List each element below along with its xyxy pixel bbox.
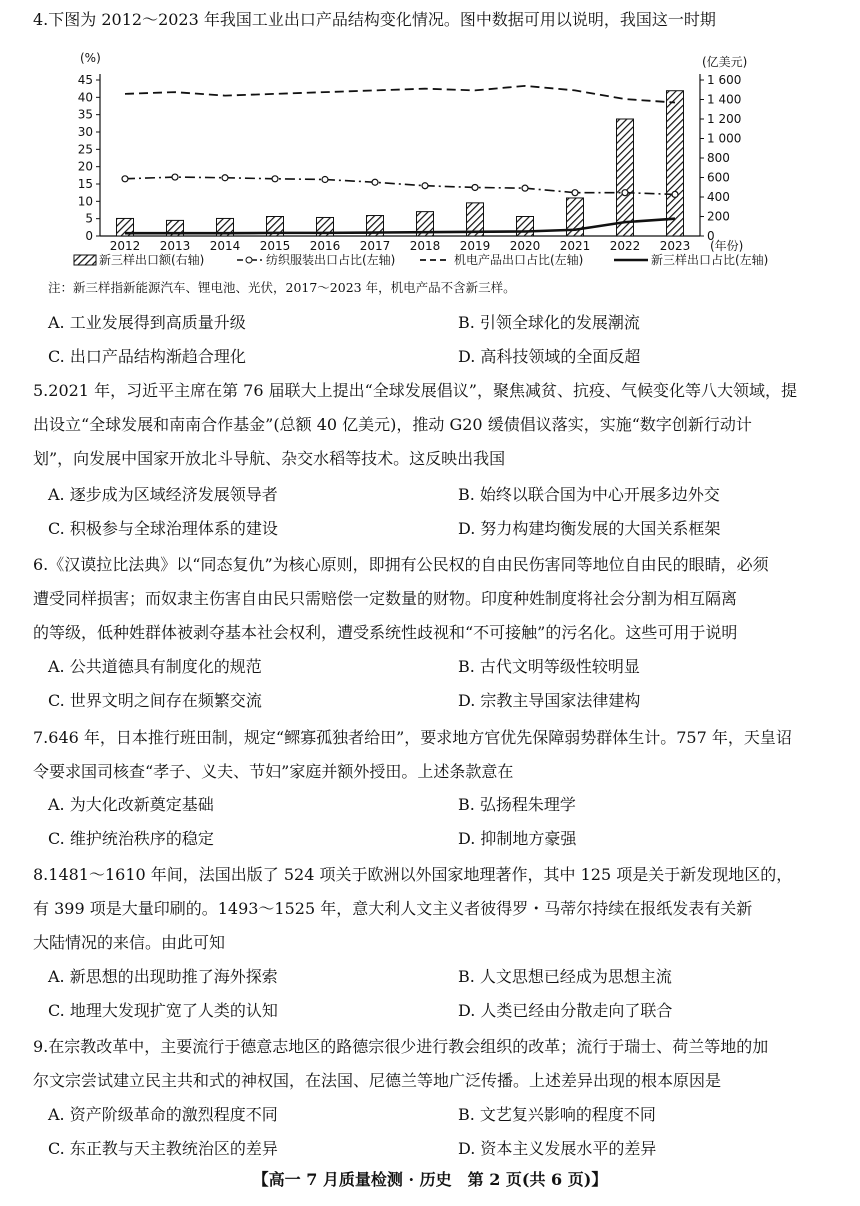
left-tick-label: 40	[77, 90, 93, 105]
point-textile-share	[122, 176, 128, 182]
left-tick-label: 0	[85, 229, 93, 243]
x-tick-label: 2012	[109, 239, 141, 253]
question-6-line-1: 6.《汉谟拉比法典》以“同态复仇”为核心原则，即拥有公民权的自由民伤害同等地位自由民的眼睛，必须	[33, 555, 769, 574]
question-7-line-1: 7.646 年，日本推行班田制，规定“鳏寡孤独者给田”，要求地方官优先保障弱势群体生计。757 年，天皇诏	[33, 728, 792, 747]
point-textile-share	[272, 176, 278, 182]
q7-option-a[interactable]: A. 为大化改新奠定基础	[48, 795, 214, 814]
question-9-line-2: 尔文宗尝试建立民主共和式的神权国，在法国、尼德兰等地广泛传播。上述差异出现的根本原因是	[33, 1071, 722, 1090]
q6-option-d[interactable]: D. 宗教主导国家法律建构	[458, 691, 641, 710]
x-tick-label: 2023	[659, 239, 691, 253]
x-tick-label: 2019	[459, 239, 491, 253]
q8-option-d[interactable]: D. 人类已经由分散走向了联合	[458, 1001, 673, 1020]
question-6-line-3: 的等级，低种姓群体被剥夺基本社会权利，遭受系统性歧视和“不可接触”的污名化。这些可用于说明	[33, 623, 738, 642]
q9-option-c[interactable]: C. 东正教与天主教统治区的差异	[48, 1139, 278, 1158]
x-tick-label: 2021	[559, 239, 591, 253]
question-4-stem: 4.下图为 2012～2023 年我国工业出口产品结构变化情况。图中数据可用以说明，我国这一时期	[33, 10, 716, 29]
legend-bar: 新三样出口额(右轴)	[99, 253, 205, 267]
x-axis-label: (年份)	[710, 239, 744, 253]
point-textile-share	[672, 191, 678, 197]
legend-swatch-textile-dot	[246, 257, 252, 263]
export-structure-chart	[0, 38, 860, 278]
q8-option-c[interactable]: C. 地理大发现扩宽了人类的认知	[48, 1001, 278, 1020]
q6-option-b[interactable]: B. 古代文明等级性较明显	[458, 657, 640, 676]
right-tick-label: 1 000	[707, 131, 742, 146]
question-5-line-1: 5.2021 年，习近平主席在第 76 届联大上提出“全球发展倡议”，聚焦减贫、抗疫、气候变化等八大领域，提	[33, 381, 797, 400]
point-textile-share	[622, 190, 628, 196]
q6-option-a[interactable]: A. 公共道德具有制度化的规范	[48, 657, 262, 676]
point-textile-share	[372, 179, 378, 185]
q9-option-b[interactable]: B. 文艺复兴影响的程度不同	[458, 1105, 656, 1124]
left-tick-label: 20	[77, 159, 93, 174]
question-6-line-2: 遭受同样损害；而奴隶主伤害自由民只需赔偿一定数量的财物。印度种姓制度将社会分割为相互隔离	[33, 589, 738, 608]
q4-option-c[interactable]: C. 出口产品结构渐趋合理化	[48, 347, 246, 366]
question-8-line-2: 有 399 项是大量印刷的。1493～1525 年，意大利人文主义者彼得罗・马蒂尔持续在报纸发表有关新	[33, 899, 753, 918]
page-footer: 【高一 7 月质量检测 · 历史 第 2 页(共 6 页)】	[252, 1170, 608, 1189]
left-tick-label: 25	[77, 142, 93, 157]
point-textile-share	[572, 190, 578, 196]
point-textile-share	[422, 183, 428, 189]
q6-option-c[interactable]: C. 世界文明之间存在频繁交流	[48, 691, 262, 710]
point-textile-share	[222, 175, 228, 181]
q7-option-b[interactable]: B. 弘扬程朱理学	[458, 795, 576, 814]
q8-option-b[interactable]: B. 人文思想已经成为思想主流	[458, 967, 672, 986]
x-tick-label: 2013	[159, 239, 191, 253]
q5-option-d[interactable]: D. 努力构建均衡发展的大国关系框架	[458, 519, 721, 538]
right-tick-label: 200	[707, 209, 730, 224]
left-tick-label: 5	[85, 211, 93, 226]
q4-option-a[interactable]: A. 工业发展得到高质量升级	[48, 313, 246, 332]
legend-mechanical: 机电产品出口占比(左轴)	[454, 253, 584, 267]
right-tick-label: 600	[707, 170, 730, 185]
q7-option-c[interactable]: C. 维护统治秩序的稳定	[48, 829, 214, 848]
left-tick-label: 15	[77, 177, 93, 191]
left-tick-label: 10	[77, 194, 93, 209]
right-tick-label: 1 600	[707, 73, 742, 87]
line-mechanical-share	[125, 86, 675, 103]
right-axis-unit: (亿美元)	[702, 55, 748, 69]
question-5-line-3: 划”，向发展中国家开放北斗导航、杂交水稻等技术。这反映出我国	[33, 449, 506, 468]
left-tick-label: 45	[77, 73, 93, 87]
q9-option-d[interactable]: D. 资本主义发展水平的差异	[458, 1139, 657, 1158]
point-textile-share	[522, 185, 528, 191]
point-textile-share	[172, 174, 178, 180]
x-tick-label: 2015	[259, 239, 291, 253]
q5-option-b[interactable]: B. 始终以联合国为中心开展多边外交	[458, 485, 720, 504]
legend-textile: 纺织服装出口占比(左轴)	[266, 253, 396, 267]
point-textile-share	[472, 184, 478, 190]
question-7-line-2: 令要求国司核查“孝子、义夫、节妇”家庭并额外授田。上述条款意在	[33, 762, 514, 781]
bar-new-three-export	[517, 217, 534, 237]
q9-option-a[interactable]: A. 资产阶级革命的激烈程度不同	[48, 1105, 278, 1124]
q8-option-a[interactable]: A. 新思想的出现助推了海外探索	[48, 967, 278, 986]
x-tick-label: 2014	[209, 239, 241, 253]
point-textile-share	[322, 176, 328, 182]
right-tick-label: 1 200	[707, 112, 742, 126]
x-tick-label: 2016	[309, 239, 341, 253]
q5-option-a[interactable]: A. 逐步成为区域经济发展领导者	[48, 485, 278, 504]
right-tick-label: 0	[707, 229, 715, 243]
q4-option-b[interactable]: B. 引领全球化的发展潮流	[458, 313, 640, 332]
question-9-line-1: 9.在宗教改革中，主要流行于德意志地区的路德宗很少进行教会组织的改革；流行于瑞士、荷兰等地的加	[33, 1037, 769, 1056]
question-8-line-1: 8.1481～1610 年间，法国出版了 524 项关于欧洲以外国家地理著作，其中 125 项是关于新发现地区的，	[33, 865, 793, 884]
bar-new-three-export	[667, 91, 684, 236]
line-new-three-share	[125, 219, 675, 234]
legend-swatch-bar	[74, 255, 96, 265]
question-5-line-2: 出设立“全球发展和南南合作基金”(总额 40 亿美元)，推动 G20 缓债倡议落实，实施“数字创新行动计	[33, 415, 752, 434]
line-textile-share	[125, 177, 675, 194]
x-tick-label: 2017	[359, 239, 391, 253]
question-8-line-3: 大陆情况的来信。由此可知	[33, 933, 226, 952]
q4-option-d[interactable]: D. 高科技领域的全面反超	[458, 347, 641, 366]
chart-note: 注：新三样指新能源汽车、锂电池、光伏，2017～2023 年，机电产品不含新三样。	[48, 280, 516, 295]
right-tick-label: 800	[707, 151, 730, 165]
left-axis-unit: (%)	[80, 51, 101, 65]
left-tick-label: 30	[77, 125, 93, 139]
legend-new-three-share: 新三样出口占比(左轴)	[651, 253, 769, 267]
right-tick-label: 1 400	[707, 92, 742, 107]
x-tick-label: 2022	[609, 239, 641, 253]
left-tick-label: 35	[77, 107, 93, 122]
q5-option-c[interactable]: C. 积极参与全球治理体系的建设	[48, 519, 278, 538]
q7-option-d[interactable]: D. 抑制地方豪强	[458, 829, 577, 848]
right-tick-label: 400	[707, 190, 730, 204]
x-tick-label: 2020	[509, 239, 541, 253]
x-tick-label: 2018	[409, 239, 441, 253]
bar-new-three-export	[617, 119, 634, 236]
